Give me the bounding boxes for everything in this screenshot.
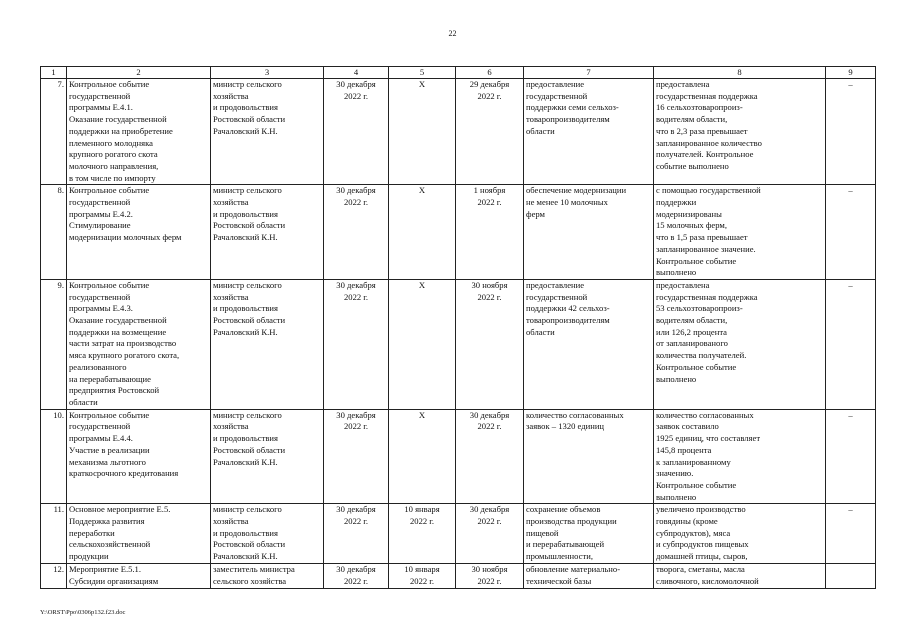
- start-date-cell: Х: [389, 409, 456, 504]
- actual-date-cell: 29 декабря 2022 г.: [456, 79, 524, 185]
- planned-date-cell: 30 декабря 2022 г.: [324, 79, 389, 185]
- planned-date-cell: 30 декабря 2022 г.: [324, 504, 389, 564]
- row-number-cell: 12.: [41, 563, 67, 588]
- responsible-person-cell: министр сельского хозяйства и продовольствия Ростовской области Рачаловский К.Н.: [211, 504, 324, 564]
- actual-date-cell: 1 ноября 2022 г.: [456, 185, 524, 280]
- event-name-cell: Контрольное событие государственной программы Е.4.1. Оказание государственной поддержки на приобретение племенного молодняка крупного рогатого скота молочного направления, в том числе по импорту: [67, 79, 211, 185]
- actual-result-cell: предоставлена государственная поддержка 16 сельхозтоваропроиз- водителям области, что в 2,3 раза превышает запланированное количество получателей. Контрольное событие выполнено: [654, 79, 826, 185]
- responsible-person-cell: министр сельского хозяйства и продовольствия Ростовской области Рачаловский К.Н.: [211, 279, 324, 409]
- planned-date-cell: 30 декабря 2022 г.: [324, 185, 389, 280]
- actual-result-cell: количество согласованных заявок составило 1925 единиц, что составляет 145,8 процента к запланированному значению. Контрольное событие выполнено: [654, 409, 826, 504]
- row-number-cell: 9.: [41, 279, 67, 409]
- event-name-cell: Контрольное событие государственной программы Е.4.3. Оказание государственной поддержки на возмещение части затрат на производство мяса крупного рогатого скота, реализованного на перерабатывающие предприятия Ростовской области: [67, 279, 211, 409]
- actual-date-cell: 30 ноября 2022 г.: [456, 563, 524, 588]
- file-path-footer: Y:\ORST\Ppo\0306p132.f23.doc: [40, 609, 126, 616]
- row-number-cell: 11.: [41, 504, 67, 564]
- planned-result-cell: предоставление государственной поддержки 42 сельхоз- товаропроизводителям области: [524, 279, 654, 409]
- actual-date-cell: 30 декабря 2022 г.: [456, 409, 524, 504]
- table-row: [41, 79, 876, 185]
- planned-date-cell: 30 декабря 2022 г.: [324, 279, 389, 409]
- actual-result-cell: увеличено производство говядины (кроме субпродуктов), мяса и субпродуктов пищевых домашней птицы, сыров,: [654, 504, 826, 564]
- row-number-cell: 10.: [41, 409, 67, 504]
- column-header-1: 1: [41, 67, 67, 79]
- column-header-5: 5: [389, 67, 456, 79]
- event-name-cell: Контрольное событие государственной программы Е.4.4. Участие в реализации механизма льготного краткосрочного кредитования: [67, 409, 211, 504]
- start-date-cell: 10 января 2022 г.: [389, 504, 456, 564]
- table-row: [41, 409, 876, 504]
- actual-date-cell: 30 декабря 2022 г.: [456, 504, 524, 564]
- table-row: [41, 563, 876, 588]
- column-header-4: 4: [324, 67, 389, 79]
- actual-result-cell: творога, сметаны, масла сливочного, кисломолочной: [654, 563, 826, 588]
- note-cell: [826, 563, 876, 588]
- event-name-cell: Мероприятие Е.5.1. Субсидии организациям: [67, 563, 211, 588]
- column-header-7: 7: [524, 67, 654, 79]
- responsible-person-cell: министр сельского хозяйства и продовольствия Ростовской области Рачаловский К.Н.: [211, 79, 324, 185]
- event-name-cell: Основное мероприятие Е.5. Поддержка развития переработки сельскохозяйственной продукции: [67, 504, 211, 564]
- table-body: [41, 79, 876, 589]
- column-header-6: 6: [456, 67, 524, 79]
- planned-date-cell: 30 декабря 2022 г.: [324, 409, 389, 504]
- row-number-cell: 8.: [41, 185, 67, 280]
- table-row: [41, 504, 876, 564]
- planned-result-cell: предоставление государственной поддержки семи сельхоз- товаропроизводителям области: [524, 79, 654, 185]
- actual-result-cell: с помощью государственной поддержки модернизированы 15 молочных ферм, что в 1,5 раза превышает запланированное значение. Контрольное событие выполнено: [654, 185, 826, 280]
- page-number: 22: [448, 29, 457, 38]
- report-table: [40, 66, 876, 589]
- row-number-cell: 7.: [41, 79, 67, 185]
- header-row: [41, 67, 876, 79]
- column-header-2: 2: [67, 67, 211, 79]
- planned-result-cell: сохранение объемов производства продукции пищевой и перерабатывающей промышленности,: [524, 504, 654, 564]
- planned-date-cell: 30 декабря 2022 г.: [324, 563, 389, 588]
- note-cell: –: [826, 79, 876, 185]
- planned-result-cell: обновление материально- технической базы: [524, 563, 654, 588]
- actual-result-cell: предоставлена государственная поддержка 53 сельхозтоваропроиз- водителям области, или 126,2 процента от запланированого количества получателей. Контрольное событие выполнено: [654, 279, 826, 409]
- planned-result-cell: количество согласованных заявок – 1320 единиц: [524, 409, 654, 504]
- column-header-9: 9: [826, 67, 876, 79]
- note-cell: –: [826, 185, 876, 280]
- event-name-cell: Контрольное событие государственной программы Е.4.2. Стимулирование модернизации молочных ферм: [67, 185, 211, 280]
- start-date-cell: Х: [389, 279, 456, 409]
- start-date-cell: Х: [389, 185, 456, 280]
- start-date-cell: Х: [389, 79, 456, 185]
- note-cell: –: [826, 504, 876, 564]
- column-header-8: 8: [654, 67, 826, 79]
- note-cell: –: [826, 409, 876, 504]
- table-row: [41, 185, 876, 280]
- responsible-person-cell: министр сельского хозяйства и продовольствия Ростовской области Рачаловский К.Н.: [211, 409, 324, 504]
- table-row: [41, 279, 876, 409]
- responsible-person-cell: заместитель министра сельского хозяйства: [211, 563, 324, 588]
- note-cell: –: [826, 279, 876, 409]
- actual-date-cell: 30 ноября 2022 г.: [456, 279, 524, 409]
- responsible-person-cell: министр сельского хозяйства и продовольствия Ростовской области Рачаловский К.Н.: [211, 185, 324, 280]
- column-header-3: 3: [211, 67, 324, 79]
- start-date-cell: 10 января 2022 г.: [389, 563, 456, 588]
- planned-result-cell: обеспечение модернизации не менее 10 молочных ферм: [524, 185, 654, 280]
